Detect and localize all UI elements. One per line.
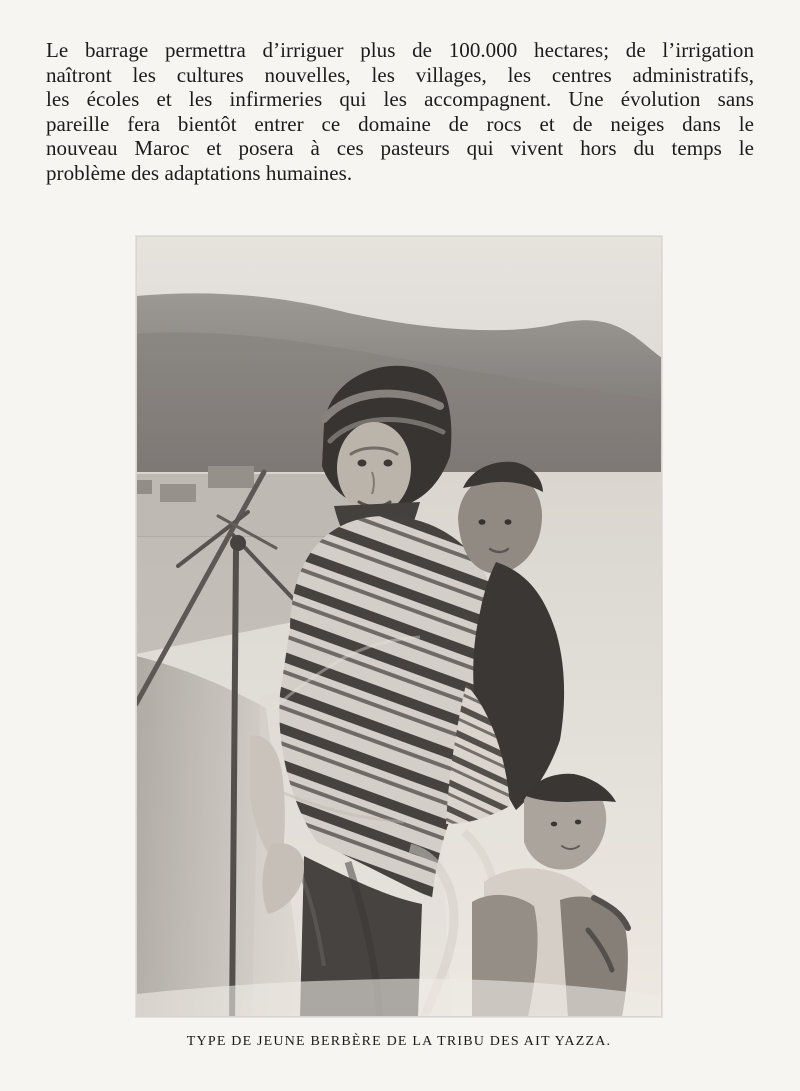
intro-line-1: Le barrage permettra d’irriguer plus de 100.000 hectares; de l’irrigation (46, 38, 754, 62)
intro-line-6: problème des adaptations humaines. (46, 160, 353, 185)
photo-illustration (136, 236, 662, 1017)
intro-line-3: les écoles et les infirmeries qui les accompagnent. Une évolution sans (46, 87, 754, 112)
intro-line-5: nouveau Maroc et posera à ces pasteurs qui vivent hors du temps le (46, 136, 754, 161)
photo (136, 236, 662, 1017)
intro-paragraph (46, 38, 754, 186)
intro-line-2: naîtront les cultures nouvelles, les villages, les centres administratifs, (46, 62, 754, 87)
intro-line-4: pareille fera bientôt entrer ce domaine de rocs et de neiges dans le (46, 111, 754, 136)
photo-caption: TYPE DE JEUNE BERBÈRE DE LA TRIBU DES AIT YAZZA. (186, 1034, 612, 1049)
